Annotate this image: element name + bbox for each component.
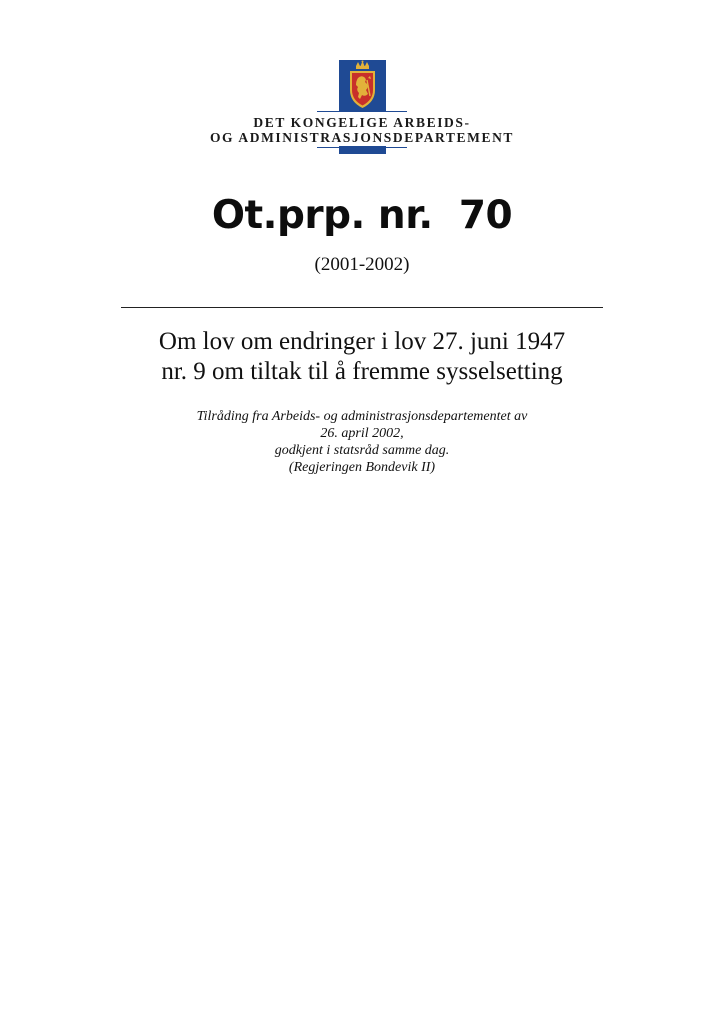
department-name-line1: DET KONGELIGE ARBEIDS-: [253, 115, 471, 130]
title-divider: [121, 307, 603, 308]
letterhead-bar: [339, 146, 386, 154]
recommendation-line2: 26. april 2002,: [320, 426, 404, 441]
letterhead-rule-top: [317, 111, 407, 112]
document-subject-line2: nr. 9 om tiltak til å fremme sysselsetting: [161, 358, 563, 385]
document-subject-line1: Om lov om endringer i lov 27. juni 1947: [158, 328, 566, 355]
document-session: (2001-2002): [314, 254, 410, 275]
document-title: Ot.prp. nr. 70: [211, 193, 513, 238]
recommendation-line4: (Regjeringen Bondevik II): [288, 460, 436, 475]
department-name-line2: OG ADMINISTRASJONSDEPARTEMENT: [209, 130, 515, 145]
recommendation-line3: godkjent i statsråd samme dag.: [274, 443, 450, 458]
coat-of-arms-icon: [339, 60, 386, 112]
recommendation-line1: Tilråding fra Arbeids- og administrasjonsdepartementet av: [196, 409, 528, 424]
